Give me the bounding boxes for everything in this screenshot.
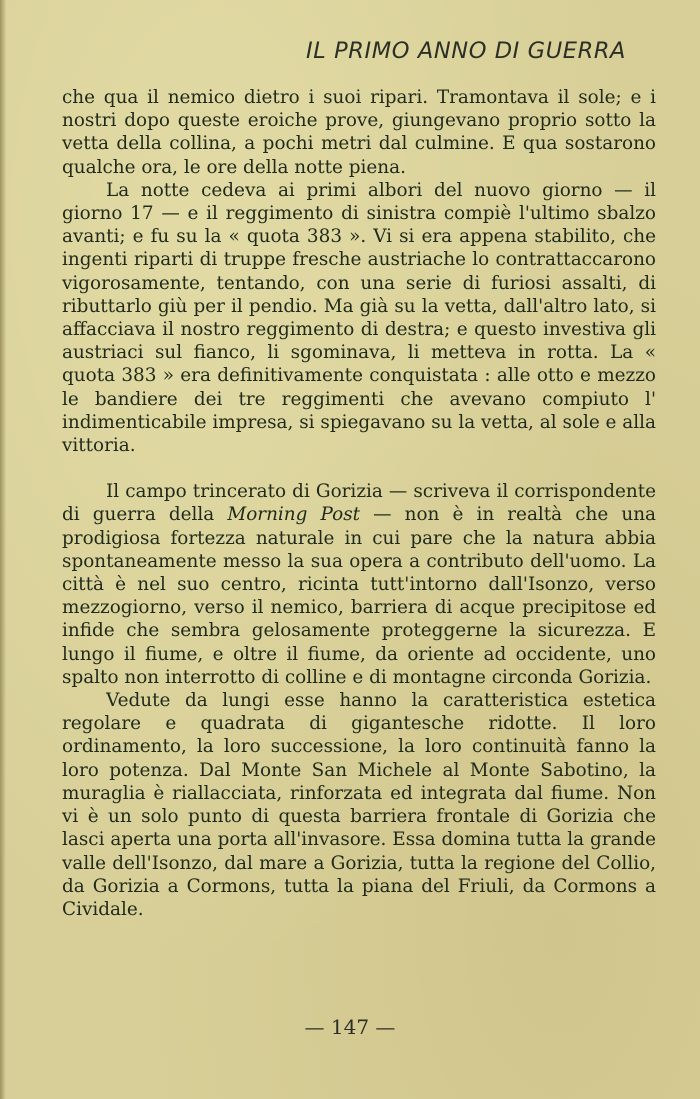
paragraph-quota-383: La notte cedeva ai primi albori del nuovo giorno — il giorno 17 — e il reggimento di sinistra compiè l'ultimo sbalzo avanti; e fu su la « quota 383 ». Vi si era appena stabilito, che ingenti riparti di truppe fresche austriache lo contrattaccarono vigorosamente, tentando, con una serie di furiosi assalti, di ributtarlo giù per il pendio. Ma già su la vetta, dall'altro lato, si affacciava il nostro reggimento di destra; e questo investiva gli austriaci sul fianco, li sgominava, li metteva in rotta. La « quota 383 » era definitivamente conquistata : alle otto e mezzo le bandiere dei tre reggimenti che avevano compiuto l' indimenticabile impresa, si spiegavano su la vetta, al sole e alla vittoria.	[62, 179, 656, 457]
quote-text-before: Il campo trincerato di Gorizia — scriveva il corrispondente di guerra della	[62, 481, 656, 526]
body-text	[62, 86, 656, 921]
quote-text-after: — non è in realtà che una prodigiosa fortezza naturale in cui pare che la natura abbia spontaneamente messo la sua opera a contributo dell'uomo. La città è nel suo centro, ricinta tutt'intorno dall'Isonzo, verso mezzogiorno, verso il nemico, barriera di acque precipitose ed infide che sembra gelosamente proteggerne la sicurezza. E lungo il fiume, e oltre il fiume, da oriente ad occidente, uno spalto non interrotto di colline e di montagne circonda Gorizia.	[62, 504, 657, 688]
paragraph-continuation: che qua il nemico dietro i suoi ripari. Tramontava il sole; e i nostri dopo queste eroiche prove, giungevano proprio sotto la vetta della collina, a pochi metri dal culmine. E qua sostarono qualche ora, le ore della notte piena.	[62, 87, 656, 178]
running-header: IL PRIMO ANNO DI GUERRA	[306, 38, 627, 64]
paragraph-morning-post-quote	[62, 480, 656, 689]
newspaper-name: Morning Post	[227, 504, 361, 526]
page-spine-shadow	[0, 0, 6, 1099]
section-gap	[62, 457, 656, 480]
paragraph-vedute: Vedute da lungi esse hanno la caratteristica estetica regolare e quadrata di gigantesche ridotte. Il loro ordinamento, la loro successione, la loro continuità fanno la loro potenza. Dal Monte San Michele al Monte Sabotino, la muraglia è riallacciata, rinforzata ed integrata dal fiume. Non vi è un solo punto di questa barriera frontale di Gorizia che lasci aperta una porta all'invasore. Essa domina tutta la grande valle dell'Isonzo, dal mare a Gorizia, tutta la regione del Collio, da Gorizia a Cormons, tutta la piana del Friuli, da Cormons a Cividale.	[62, 690, 656, 920]
page-number: — 147 —	[304, 1015, 396, 1039]
